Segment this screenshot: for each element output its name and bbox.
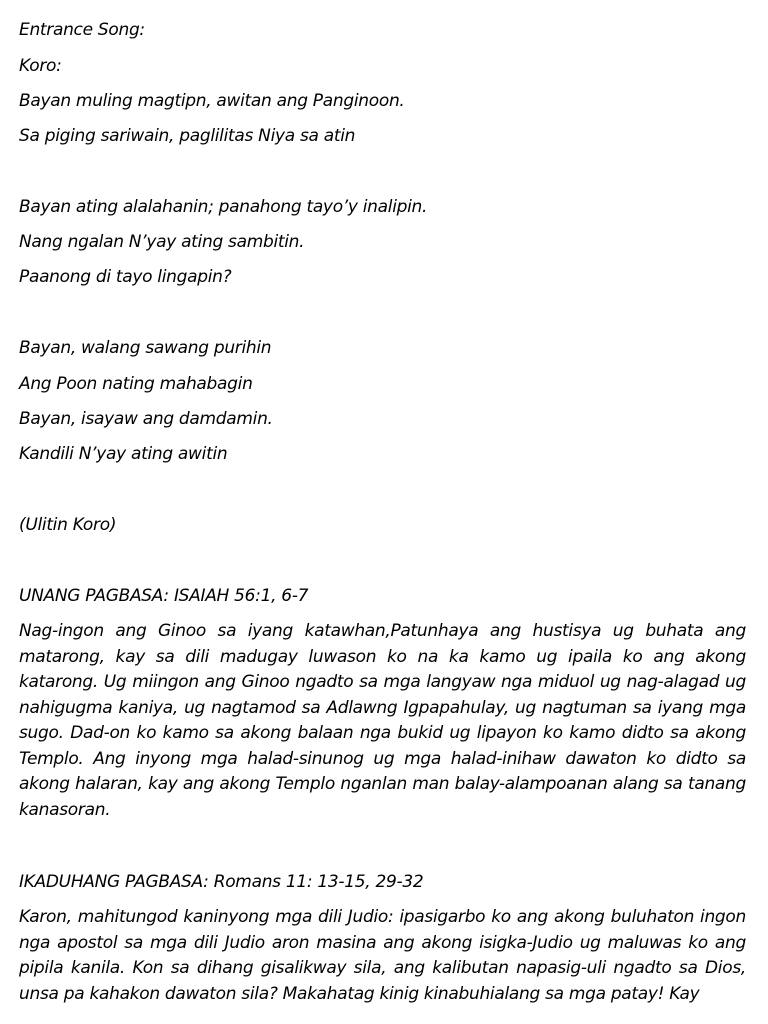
first-reading-heading: UNANG PAGBASA: ISAIAH 56:1, 6-7 (19, 586, 309, 606)
verse-line: Nang ngalan N’yay ating sambitin. (19, 232, 305, 252)
verse-line: Bayan, isayaw ang damdamin. (19, 409, 273, 429)
verse-line: Paanong di tayo lingapin? (19, 267, 232, 287)
first-reading-body: Nag-ingon ang Ginoo sa iyang katawhan,Patunhaya ang hustisya ug buhata ang matarong, kay sa dili madugay luwason ko na ka kamo ug ipaila ko ang akong katarong. Ug miingon ang Ginoo ngadto sa mga langyaw nga miduol ug nag-alagad ug nahigugma kaniya, ug nagtamod sa Adlawng Igpapahulay, ug nagtuman sa iyang mga sugo. Dad-on ko kamo sa akong balaan nga bukid ug lipayon ko kamo didto sa akong Templo. Ang inyong mga halad-sinunog ug mga halad-inihaw dawaton ko didto sa akong halaran, kay ang akong Templo nganlan man balay-alampoanan alang sa tanang kanasoran. (19, 621, 746, 820)
second-reading-body: Karon, mahitungod kaninyong mga dili Judio: ipasigarbo ko ang akong buluhaton ingon nga apostol sa mga dili Judio aron masina ang akong isigka-Judio ug maluwas ko ang pipila kanila. Kon sa dihang gisalikway sila, ang kalibutan napasig-uli ngadto sa Dios, unsa pa kahakon dawaton sila? Makahatag kinig kinabuhialang sa mga patay! Kay (19, 907, 746, 1004)
verse-line: Bayan, walang sawang purihin (19, 338, 272, 358)
koro-label: Koro: (19, 56, 62, 76)
repeat-chorus-note: (Ulitin Koro) (19, 515, 117, 535)
verse-line: Kandili N’yay ating awitin (19, 444, 228, 464)
verse-line: Ang Poon nating mahabagin (19, 374, 253, 394)
entrance-song-title: Entrance Song: (19, 20, 145, 40)
chorus-line: Sa piging sariwain, paglilitas Niya sa atin (19, 126, 356, 146)
second-reading-heading: IKADUHANG PAGBASA: Romans 11: 13-15, 29-32 (19, 872, 424, 892)
chorus-line: Bayan muling magtipn, awitan ang Panginoon. (19, 91, 405, 111)
verse-line: Bayan ating alalahanin; panahong tayo’y inalipin. (19, 197, 428, 217)
